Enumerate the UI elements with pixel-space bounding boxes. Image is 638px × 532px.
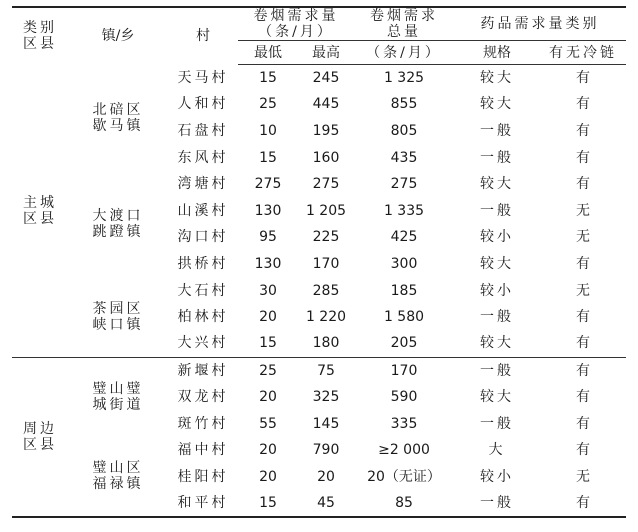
town-name-line2: 歇马镇 (92, 117, 144, 134)
max-cell: 170 (312, 255, 340, 272)
min-cell: 25 (238, 357, 298, 384)
village-cell: 人和村 (177, 96, 229, 113)
total-cell: 275 (390, 176, 418, 193)
town-name-line2: 跳蹬镇 (92, 224, 144, 241)
header-town: 镇/乡 (68, 7, 168, 65)
town-cell (68, 171, 168, 277)
village-cell: 福中村 (177, 442, 229, 459)
min-cell: 10 (259, 122, 277, 139)
village-cell: 和平村 (168, 490, 238, 517)
cold-chain-cell: 有 (576, 442, 590, 459)
header-drug-category: 药品需求量类别 (454, 7, 626, 41)
min-cell: 130 (254, 202, 282, 219)
max-cell: 20 (317, 468, 335, 485)
spec-cell: 较大 (480, 335, 514, 352)
max-cell: 325 (312, 388, 340, 405)
header-cold-chain: 有无冷链 (540, 41, 626, 65)
region-category-line1: 周边 (23, 420, 57, 437)
spec-cell: 一般 (480, 122, 514, 139)
max-cell: 275 (312, 176, 340, 193)
total-cell: 300 (390, 255, 418, 272)
total-cell: 170 (354, 357, 454, 384)
max-cell: 285 (312, 282, 340, 299)
spec-cell: 较大 (480, 176, 514, 193)
cold-chain-cell: 有 (576, 415, 590, 432)
max-cell: 180 (312, 335, 340, 352)
village-cell: 桂阳村 (177, 468, 229, 485)
max-cell: 445 (312, 96, 340, 113)
spec-cell: 较大 (480, 388, 514, 405)
header-category-line2: 区县 (23, 36, 57, 53)
table-row (12, 171, 626, 198)
town-name-line2: 福禄镇 (92, 476, 144, 493)
total-cell: 335 (390, 415, 418, 432)
table-row (12, 277, 626, 304)
max-cell: 790 (312, 442, 340, 459)
town-name-line1: 璧山璧 (92, 381, 144, 398)
cold-chain-cell: 有 (576, 309, 590, 326)
village-cell: 大兴村 (177, 335, 229, 352)
min-cell: 130 (254, 255, 282, 272)
total-cell: ≥2 000 (378, 442, 430, 459)
total-cell: 20（无证） (367, 468, 441, 485)
header-category (12, 7, 68, 65)
header-total (354, 7, 454, 41)
cold-chain-cell: 无 (576, 229, 590, 246)
max-cell: 1 205 (305, 202, 347, 219)
cold-chain-cell: 有 (540, 490, 626, 517)
min-cell: 25 (259, 96, 277, 113)
spec-cell: 大 (488, 442, 506, 459)
cold-chain-cell: 有 (576, 96, 590, 113)
min-cell: 20 (259, 388, 277, 405)
min-cell: 30 (259, 282, 277, 299)
max-cell: 45 (298, 490, 354, 517)
spec-cell: 一般 (480, 149, 514, 166)
cold-chain-cell: 无 (576, 468, 590, 485)
region-category-cell (12, 65, 68, 358)
town-name-line2: 峡口镇 (92, 316, 144, 333)
min-cell: 15 (259, 70, 277, 87)
header-spec: 规格 (454, 41, 540, 65)
cold-chain-cell: 有 (576, 122, 590, 139)
header-cig-demand (238, 7, 354, 41)
header-cig-demand-line2: （条/月） (258, 24, 334, 40)
village-cell: 东风村 (177, 149, 229, 166)
total-cell: 85 (354, 490, 454, 517)
min-cell: 275 (254, 176, 282, 193)
min-cell: 15 (238, 490, 298, 517)
town-cell (68, 277, 168, 357)
header-max: 最高 (298, 41, 354, 65)
cold-chain-cell: 有 (576, 335, 590, 352)
spec-cell: 较大 (480, 96, 514, 113)
total-cell: 205 (390, 335, 418, 352)
region-category-line2: 区县 (23, 436, 57, 453)
spec-cell: 一般 (454, 490, 540, 517)
header-total-unit: （条/月） (354, 41, 454, 65)
town-name-line1: 大渡口 (92, 208, 144, 225)
min-cell: 15 (259, 335, 277, 352)
spec-cell: 一般 (480, 415, 514, 432)
min-cell: 95 (259, 229, 277, 246)
village-cell: 双龙村 (177, 388, 229, 405)
village-cell: 山溪村 (177, 202, 229, 219)
header-total-line1: 卷烟需求 (370, 8, 438, 24)
cold-chain-cell: 有 (576, 176, 590, 193)
village-cell: 石盘村 (177, 122, 229, 139)
table-row (12, 437, 626, 464)
spec-cell: 一般 (454, 357, 540, 384)
spec-cell: 较小 (480, 468, 514, 485)
town-name-line1: 北碚区 (92, 101, 144, 118)
max-cell: 245 (312, 70, 340, 87)
cold-chain-cell: 有 (576, 388, 590, 405)
total-cell: 590 (390, 388, 418, 405)
cold-chain-cell: 有 (540, 357, 626, 384)
total-cell: 1 335 (383, 202, 425, 219)
village-cell: 天马村 (177, 69, 229, 86)
town-name-line2: 城街道 (92, 397, 144, 414)
village-cell: 拱桥村 (177, 255, 229, 272)
cold-chain-cell: 有 (576, 70, 590, 87)
village-cell: 大石村 (177, 282, 229, 299)
header-cig-demand-line1: 卷烟需求量 (253, 8, 339, 24)
max-cell: 195 (312, 122, 340, 139)
total-cell: 855 (390, 96, 418, 113)
cold-chain-cell: 无 (576, 282, 590, 299)
header-village: 村 (168, 7, 238, 65)
max-cell: 75 (298, 357, 354, 384)
header-min: 最低 (238, 41, 298, 65)
spec-cell: 较小 (480, 282, 514, 299)
max-cell: 225 (312, 229, 340, 246)
header-total-line2: 总量 (387, 24, 421, 40)
table-row (12, 65, 626, 92)
total-cell: 1 325 (383, 70, 425, 87)
region-category-line1: 主城 (23, 194, 57, 211)
spec-cell: 一般 (480, 309, 514, 326)
village-cell: 湾塘村 (177, 176, 229, 193)
min-cell: 55 (259, 415, 277, 432)
header-category-line1: 类别 (23, 20, 57, 37)
min-cell: 20 (259, 442, 277, 459)
max-cell: 160 (312, 149, 340, 166)
cold-chain-cell: 无 (576, 202, 590, 219)
demand-table (12, 6, 626, 518)
town-name-line1: 茶园区 (92, 300, 144, 317)
town-name-line1: 璧山区 (92, 460, 144, 477)
min-cell: 20 (259, 468, 277, 485)
total-cell: 425 (390, 229, 418, 246)
min-cell: 20 (259, 309, 277, 326)
village-cell: 新堰村 (168, 357, 238, 384)
total-cell: 435 (390, 149, 418, 166)
cold-chain-cell: 有 (576, 255, 590, 272)
cold-chain-cell: 有 (576, 149, 590, 166)
village-cell: 沟口村 (177, 229, 229, 246)
town-cell (68, 65, 168, 171)
spec-cell: 一般 (480, 202, 514, 219)
max-cell: 145 (312, 415, 340, 432)
spec-cell: 较大 (480, 255, 514, 272)
region-category-cell (12, 357, 68, 517)
total-cell: 185 (390, 282, 418, 299)
town-cell (68, 437, 168, 517)
village-cell: 斑竹村 (177, 415, 229, 432)
village-cell: 柏林村 (177, 309, 229, 326)
spec-cell: 较小 (480, 229, 514, 246)
min-cell: 15 (259, 149, 277, 166)
total-cell: 805 (390, 122, 418, 139)
table-row (12, 357, 626, 384)
max-cell: 1 220 (305, 309, 347, 326)
spec-cell: 较大 (480, 70, 514, 87)
region-category-line2: 区县 (23, 210, 57, 227)
total-cell: 1 580 (383, 309, 425, 326)
town-cell (68, 357, 168, 437)
